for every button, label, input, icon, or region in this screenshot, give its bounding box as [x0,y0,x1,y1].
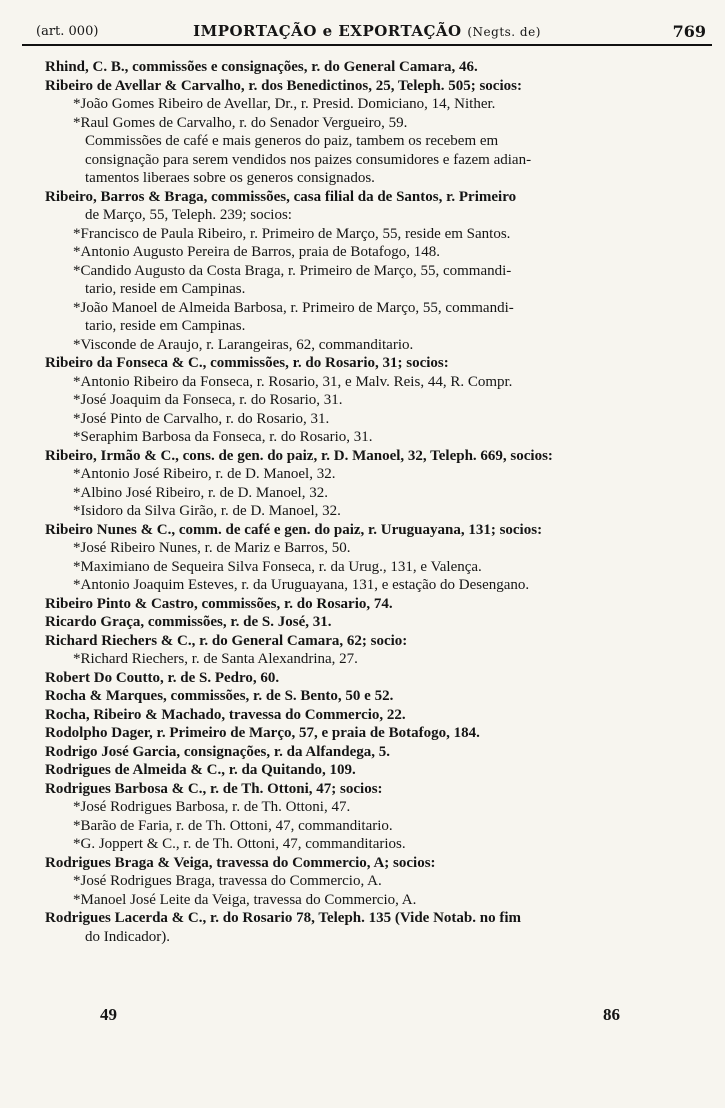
directory-entry: Rodrigues Lacerda & C., r. do Rosario 78, Teleph. 135 (Vide Notab. no fim [45,910,521,926]
partner-entry: *Francisco de Paula Ribeiro, r. Primeiro de Março, 55, reside em Santos. [73,225,511,242]
entry-continuation: de Março, 55, Teleph. 239; socios: [85,207,292,223]
directory-entry: Richard Riechers & C., r. do General Camara, 62; socio: [45,632,408,649]
entry-continuation: tario, reside em Campinas. [85,318,246,334]
partner-entry: *G. Joppert & C., r. de Th. Ottoni, 47, commanditarios. [73,836,406,852]
directory-entries [45,58,685,946]
directory-entry: Rodolpho Dager, r. Primeiro de Março, 57, e praia de Botafogo, 184. [45,725,480,741]
directory-entry: Rodrigo José Garcia, consignações, r. da Alfandega, 5. [45,743,391,760]
directory-entry: Ribeiro Pinto & Castro, commissões, r. do Rosario, 74. [45,595,393,612]
partner-entry: *Visconde de Araujo, r. Larangeiras, 62, commanditario. [73,336,414,353]
partner-entry: *Barão de Faria, r. de Th. Ottoni, 47, commanditario. [73,817,393,834]
footer-signature-right: 86 [603,1005,620,1024]
header-subtitle: (Negts. de) [467,25,541,39]
partner-entry: *Antonio Augusto Pereira de Barros, praia de Botafogo, 148. [73,244,441,260]
partner-entry: *Candido Augusto da Costa Braga, r. Primeiro de Março, 55, commandi- [73,262,512,279]
entry-continuation: tamentos liberaes sobre os generos consignados. [85,170,375,186]
directory-entry: Ribeiro, Barros & Braga, commissões, casa filial da de Santos, r. Primeiro [45,188,517,205]
partner-entry: *José Ribeiro Nunes, r. de Mariz e Barros, 50. [73,540,351,556]
partner-entry: *Isidoro da Silva Girão, r. de D. Manoel, 32. [73,503,341,519]
partner-entry: *João Manoel de Almeida Barbosa, r. Primeiro de Março, 55, commandi- [73,299,514,316]
directory-entry: Ribeiro, Irmão & C., cons. de gen. do paiz, r. D. Manoel, 32, Teleph. 669, socios: [45,447,553,464]
partner-entry: *Antonio José Ribeiro, r. de D. Manoel, 32. [73,466,336,482]
partner-entry: *José Pinto de Carvalho, r. do Rosario, 31. [73,410,330,427]
footer-signature-left: 49 [100,1005,117,1024]
partner-entry: *Raul Gomes de Carvalho, r. do Senador Vergueiro, 59. [73,114,408,131]
directory-entry: Ribeiro de Avellar & Carvalho, r. dos Benedictinos, 25, Teleph. 505; socios: [45,77,522,94]
partner-entry: *José Rodrigues Barbosa, r. de Th. Ottoni, 47. [73,799,351,815]
directory-entry: Ricardo Graça, commissões, r. de S. José, 31. [45,614,332,630]
directory-entry: Rodrigues de Almeida & C., r. da Quitando, 109. [45,762,356,778]
page-footer [100,1005,620,1027]
directory-entry: Robert Do Coutto, r. de S. Pedro, 60. [45,669,280,686]
directory-entry: Rocha, Ribeiro & Machado, travessa do Commercio, 22. [45,706,406,723]
directory-entry: Ribeiro Nunes & C., comm. de café e gen. do paiz, r. Uruguayana, 131; socios: [45,521,543,538]
page-header [22,20,712,46]
entry-continuation: Commissões de café e mais generos do paiz, tambem os recebem em [85,133,499,149]
entry-continuation: consignação para serem vendidos nos paizes consumidores e fazem adian- [85,151,532,168]
partner-entry: *Maximiano de Sequeira Silva Fonseca, r. da Urug., 131, e Valença. [73,558,482,575]
header-title-block [22,22,712,40]
partner-entry: *Albino José Ribeiro, r. de D. Manoel, 32. [73,484,328,501]
partner-entry: *Antonio Joaquim Esteves, r. da Uruguayana, 131, e estação do Desengano. [73,577,530,593]
directory-entry: Rocha & Marques, commissões, r. de S. Bento, 50 e 52. [45,688,394,704]
entry-continuation: do Indicador). [85,928,170,945]
entry-continuation: tario, reside em Campinas. [85,281,246,297]
partner-entry: *José Rodrigues Braga, travessa do Commercio, A. [73,873,382,889]
header-title: IMPORTAÇÃO e EXPORTAÇÃO [193,22,462,40]
header-article-ref: (art. 000) [36,24,99,39]
directory-entry: Rodrigues Barbosa & C., r. de Th. Ottoni, 47; socios: [45,780,383,797]
partner-entry: *José Joaquim da Fonseca, r. do Rosario, 31. [73,392,343,408]
directory-entry: Rodrigues Braga & Veiga, travessa do Commercio, A; socios: [45,854,436,871]
partner-entry: *Manoel José Leite da Veiga, travessa do Commercio, A. [73,891,417,908]
directory-entry: Ribeiro da Fonseca & C., commissões, r. do Rosario, 31; socios: [45,355,449,371]
partner-entry: *Richard Riechers, r. de Santa Alexandrina, 27. [73,651,358,667]
partner-entry: *Seraphim Barbosa da Fonseca, r. do Rosario, 31. [73,429,373,445]
page-number: 769 [672,22,706,41]
partner-entry: *Antonio Ribeiro da Fonseca, r. Rosario, 31, e Malv. Reis, 44, R. Compr. [73,373,513,390]
directory-entry: Rhind, C. B., commissões e consignações, r. do General Camara, 46. [45,59,478,75]
partner-entry: *João Gomes Ribeiro de Avellar, Dr., r. Presid. Domiciano, 14, Nither. [73,96,496,112]
